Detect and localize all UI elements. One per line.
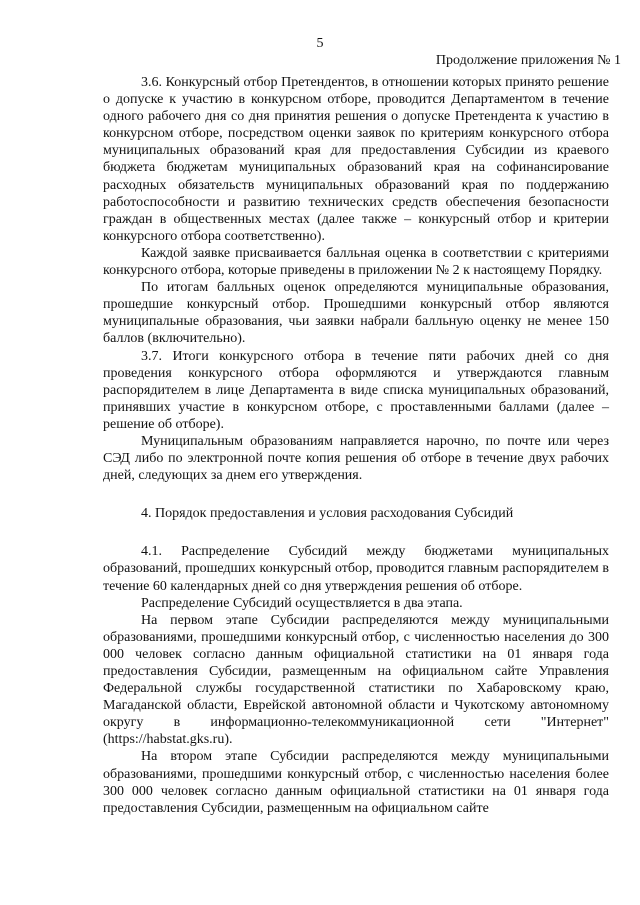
attachment-header: Продолжение приложения № 1: [435, 53, 621, 68]
document-body: [103, 74, 609, 817]
page-number: 5: [316, 36, 324, 51]
paragraph-second-stage: На втором этапе Субсидии распределяются между муниципальными образованиями, прошедшими конкурсный отбор, с численностью населения более 300 000 человек согласно данным официальной статистики на 01 января года предоставления Субсидии, размещенным на официальном сайте: [103, 749, 609, 816]
section-title: 4. Порядок предоставления и условия расходования Субсидий: [141, 506, 514, 522]
paragraph-4-1: 4.1. Распределение Субсидий между бюджетами муниципальных образований, прошедших конкурсный отбор, проводится главным распорядителем в течение 60 календарных дней со дня утверждения решения об отборе.: [103, 544, 609, 594]
paragraph-two-stages: Распределение Субсидий осуществляется в два этапа.: [141, 595, 463, 611]
paragraph-3-7: 3.7. Итоги конкурсного отбора в течение пяти рабочих дней со дня проведения конкурсного отбора оформляются и утверждаются главным распорядителем в лице Департамента в виде списка муниципальных образований, принявших участие в конкурсном отборе, с проставленными баллами (далее – решение об отборе).: [103, 348, 609, 432]
paragraph-3-6: 3.6. Конкурсный отбор Претендентов, в отношении которых принято решение о допуске к участию в конкурсном отборе, проводится Департаментом в течение одного рабочего дня со дня принятия решения о допуске Претендента к участию в конкурсном отборе, посредством оценки заявок по критериям конкурсного отбора муниципальных образований края для предоставления Субсидии из краевого бюджета бюджетам муниципальных образований края на софинансирование расходных обязательств муниципальных образований края по поддержанию работоспособности и развитию технических средств обеспечения безопасности граждан в общественных местах (далее также – конкурсный отбор и критерии конкурсного отбора соответственно).: [103, 75, 609, 244]
paragraph-scoring: Каждой заявке присваивается балльная оценка в соответствии с критериями конкурсного отбора, которые приведены в приложении № 2 к настоящему Порядку.: [103, 245, 609, 279]
paragraph-results: По итогам балльных оценок определяются муниципальные образования, прошедшие конкурсный отбор. Прошедшими конкурсный отбор являются муниципальные образования, чьи заявки набрали балльную оценку не менее 150 баллов (включительно).: [103, 280, 609, 347]
paragraph-notification: Муниципальным образованиям направляется нарочно, по почте или через СЭД либо по электронной почте копия решения об отборе в течение двух рабочих дней, следующих за днем его утверждения.: [103, 433, 609, 484]
paragraph-first-stage: На первом этапе Субсидии распределяются между муниципальными образованиями, прошедшими конкурсный отбор, с численностью населения до 300 000 человек согласно данным официальной статистики на 01 января года предоставления Субсидии, размещенным на официальном сайте Управления Федеральной службы государственной статистики по Хабаровскому краю, Магаданской области, Еврейской автономной области и Чукотскому автономному округу в информационно-телекоммуникационной сети "Интернет" (https://habstat.gks.ru).: [103, 612, 609, 748]
